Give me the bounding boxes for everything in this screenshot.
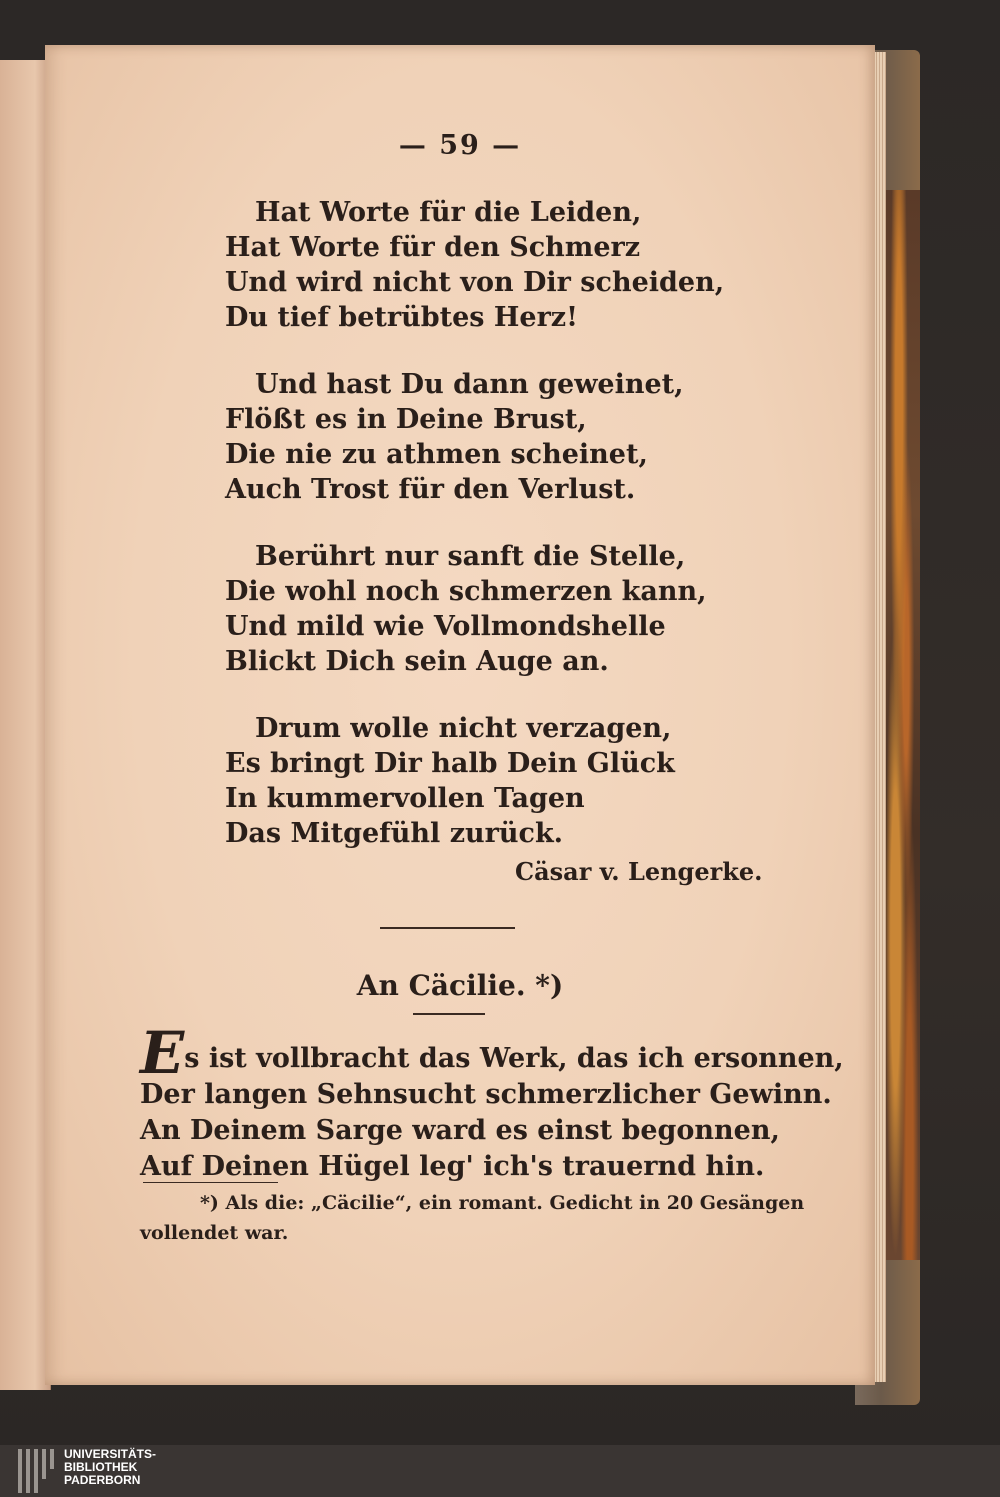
library-name-line: BIBLIOTHEK (64, 1460, 138, 1474)
verse-line: Die nie zu athmen scheinet, (225, 439, 648, 470)
title-underline (413, 1013, 485, 1015)
verse-line-text: s ist vollbracht das Werk, das ich ersonnen, (184, 1043, 844, 1074)
stanza-4 (225, 711, 675, 851)
verse-line: An Deinem Sarge ward es einst begonnen, (140, 1115, 780, 1146)
library-name-line: UNIVERSITÄTS- (64, 1447, 157, 1461)
verse-line: Und wird nicht von Dir scheiden, (225, 267, 725, 298)
verse-line: Die wohl noch schmerzen kann, (225, 576, 707, 607)
verse-line: Auch Trost für den Verlust. (225, 474, 636, 505)
verse-line: Das Mitgefühl zurück. (225, 818, 564, 849)
verse-line: Flößt es in Deine Brust, (225, 404, 587, 435)
footnote-line: *) Als die: „Cäcilie“, ein romant. Gedicht in 20 Gesängen (200, 1192, 805, 1214)
verse-line: Blickt Dich sein Auge an. (225, 646, 609, 677)
verse-line: Berührt nur sanft die Stelle, (255, 541, 686, 572)
book-page (45, 45, 875, 1385)
verse-line: Hat Worte für den Schmerz (225, 232, 641, 263)
verse-line: In kummervollen Tagen (225, 783, 585, 814)
author-signature: Cäsar v. Lengerke. (515, 857, 763, 886)
footnote (140, 1188, 805, 1248)
library-logo-icon (18, 1449, 60, 1493)
stanza-2 (225, 367, 684, 507)
verse-line: Hat Worte für die Leiden, (255, 197, 642, 228)
stanza-3 (225, 539, 707, 679)
drop-cap: E (140, 1019, 185, 1087)
verse-line: Es bringt Dir halb Dein Glück (225, 748, 675, 779)
footnote-line: vollendet war. (140, 1222, 289, 1244)
footnote-rule (143, 1182, 278, 1183)
verse-line: Auf Deinen Hügel leg' ich's trauernd hin. (140, 1151, 765, 1182)
verse-line: Drum wolle nicht verzagen, (255, 713, 672, 744)
verse-line (140, 1019, 844, 1087)
stanza-1 (225, 195, 724, 335)
poem-2-opening (140, 1019, 844, 1185)
library-name (64, 1448, 156, 1487)
marbled-cover-edge (885, 190, 920, 1260)
page-number: — 59 — (398, 130, 522, 161)
left-page-edge (0, 60, 51, 1390)
library-name-line: PADERBORN (64, 1473, 141, 1487)
verse-line: Und mild wie Vollmondshelle (225, 611, 666, 642)
verse-line: Der langen Sehnsucht schmerzlicher Gewinn. (140, 1079, 832, 1110)
verse-line: Und hast Du dann geweinet, (255, 369, 684, 400)
section-divider (380, 927, 515, 929)
verse-line: Du tief betrübtes Herz! (225, 302, 578, 333)
poem-title: An Cäcilie. *) (356, 969, 564, 1002)
